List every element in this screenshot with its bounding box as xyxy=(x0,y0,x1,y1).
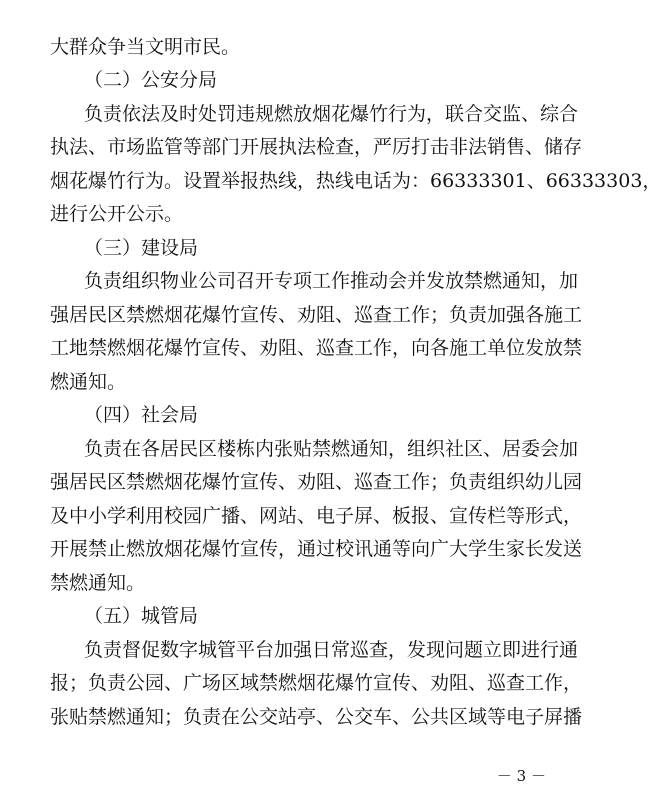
body-text-line: 执法、市场监管等部门开展执法检查，严厉打击非法销售、储存 xyxy=(50,136,583,158)
body-text-line: 张贴禁燃通知；负责在公交站亭、公交车、公共区域等电子屏播 xyxy=(50,706,583,728)
body-text-line: 禁燃通知。 xyxy=(50,572,146,594)
body-text-line: 强居民区禁燃烟花爆竹宣传、劝阻、巡查工作；负责组织幼儿园 xyxy=(50,471,583,493)
body-text-line: 工地禁燃烟花爆竹宣传、劝阻、巡查工作，向各施工单位发放禁 xyxy=(50,337,583,359)
body-text-line: 报；负责公园、广场区域禁燃烟花爆竹宣传、劝阻、巡查工作， xyxy=(50,672,583,694)
paragraph-first-line: 负责组织物业公司召开专项工作推动会并发放禁燃通知，加 xyxy=(84,270,579,292)
body-text-line: 强居民区禁燃烟花爆竹宣传、劝阻、巡查工作；负责加强各施工 xyxy=(50,304,583,326)
body-text-line: 燃通知。 xyxy=(50,371,127,393)
body-text-line: 烟花爆竹行为。设置举报热线，热线电话为：66333301、66333303， xyxy=(50,170,661,192)
section-heading-social: （四）社会局 xyxy=(84,404,199,426)
body-text-line: 开展禁止燃放烟花爆竹宣传，通过校讯通等向广大学生家长发送 xyxy=(50,538,583,560)
body-text-line: 进行公开公示。 xyxy=(50,203,184,225)
paragraph-first-line: 负责依法及时处罚违规燃放烟花爆竹行为，联合交监、综合 xyxy=(84,103,579,125)
paragraph-first-line: 负责督促数字城管平台加强日常巡查，发现问题立即进行通 xyxy=(84,639,579,661)
page-number: － 3 － xyxy=(496,767,546,785)
body-text-line: 及中小学利用校园广播、网站、电子屏、板报、宣传栏等形式， xyxy=(50,505,583,527)
section-heading-construction: （三）建设局 xyxy=(84,237,199,259)
paragraph-first-line: 负责在各居民区楼栋内张贴禁燃通知，组织社区、居委会加 xyxy=(84,438,579,460)
body-text-line: 大群众争当文明市民。 xyxy=(50,36,241,58)
section-heading-public-security: （二）公安分局 xyxy=(84,69,218,91)
section-heading-urban-management: （五）城管局 xyxy=(84,605,199,627)
